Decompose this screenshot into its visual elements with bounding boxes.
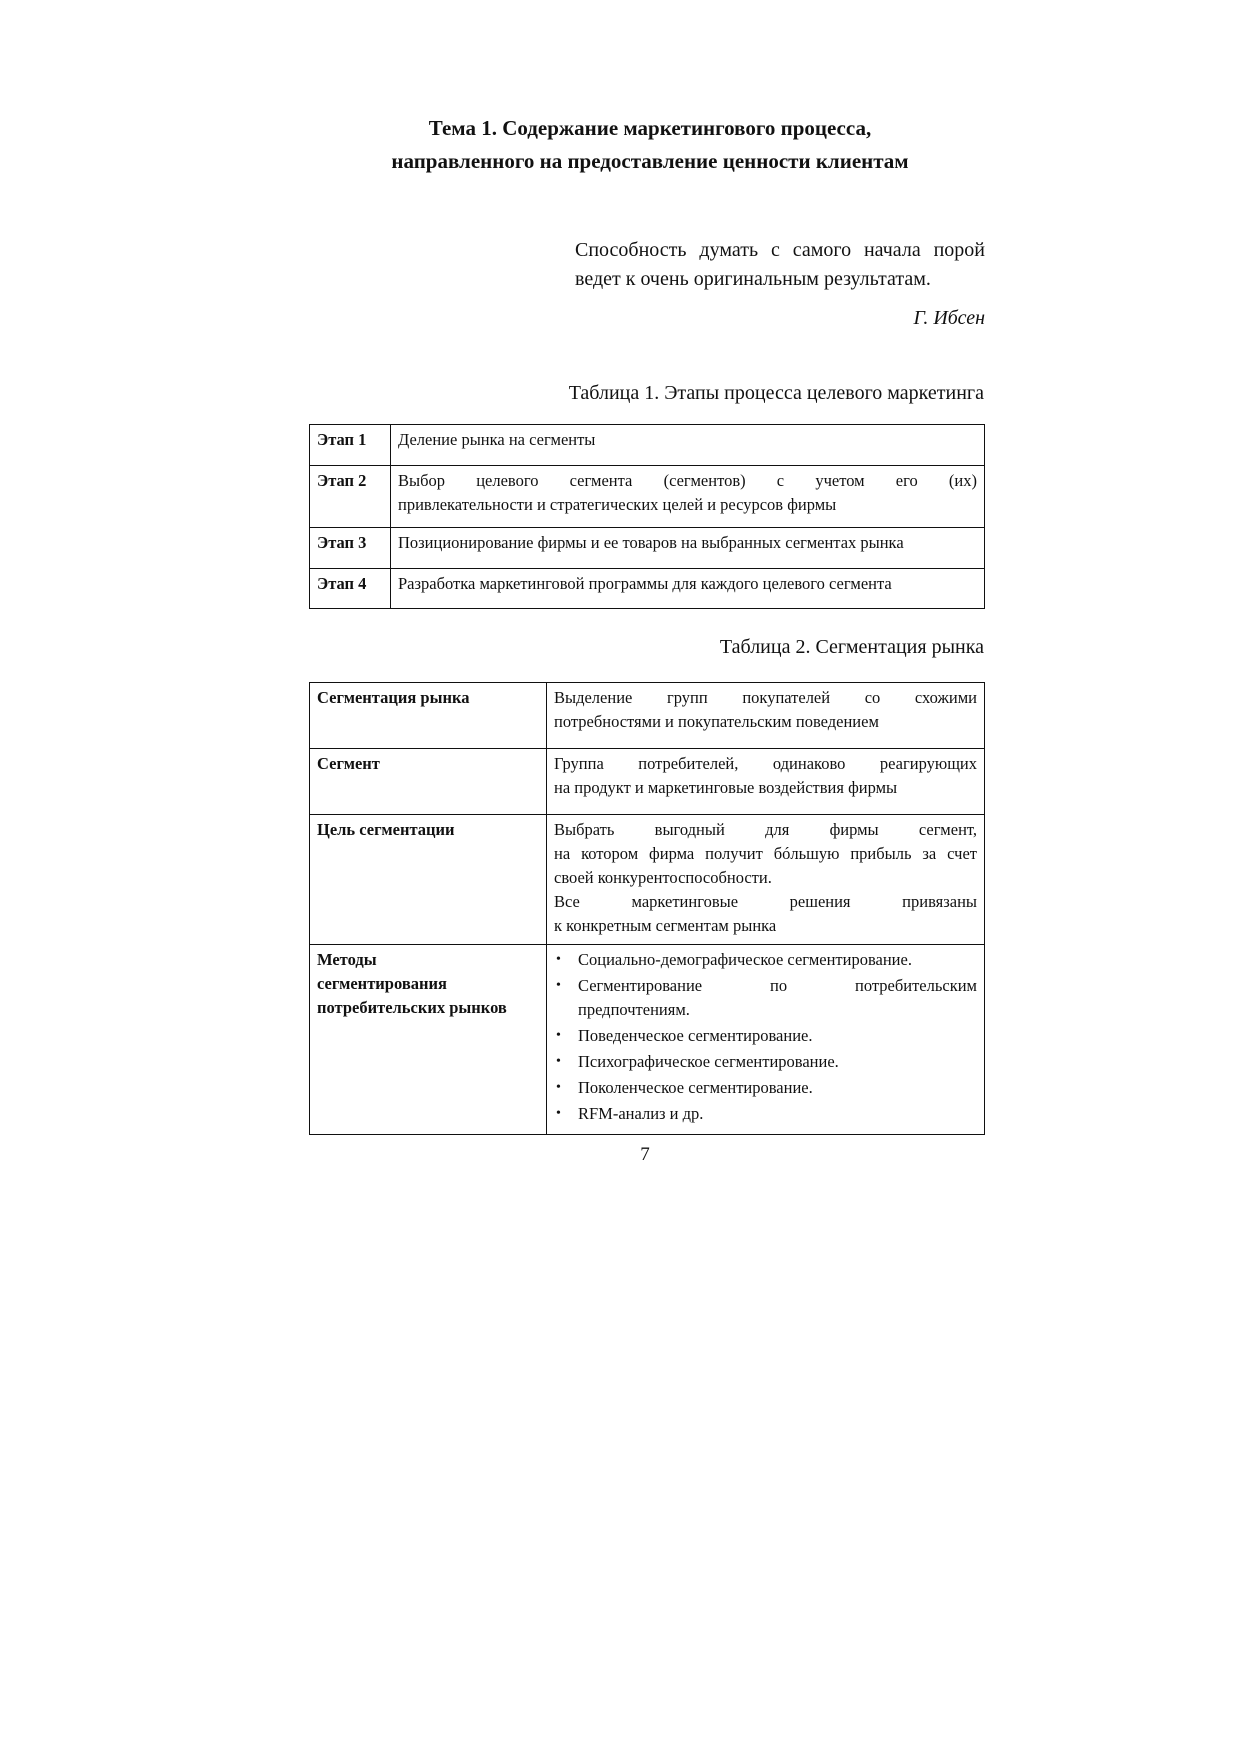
table-row xyxy=(310,749,985,815)
definition-line: на котором фирма получит бóльшую прибыль за счет xyxy=(554,844,977,863)
stage-description-line-2: привлекательности и стратегических целей и ресурсов фирмы xyxy=(398,495,837,514)
definition-line: своей конкурентоспособности. xyxy=(554,868,772,887)
table-row xyxy=(310,466,985,528)
method-text: предпочтениям. xyxy=(578,1000,690,1019)
stage-label: Этап 3 xyxy=(310,528,391,569)
bullet-icon: • xyxy=(556,1054,561,1069)
list-item xyxy=(554,1076,977,1100)
table-row xyxy=(310,569,985,609)
term-cell: Сегмент xyxy=(310,749,547,815)
definition-cell xyxy=(547,815,985,945)
stage-description-line-1: Выбор целевого сегмента (сегментов) с учетом его (их) xyxy=(398,471,977,490)
term-cell: Цель сегментации xyxy=(310,815,547,945)
term-line: сегментирования xyxy=(317,974,447,993)
epigraph-author: Г. Ибсен xyxy=(913,307,985,329)
definition-line: Все маркетинговые решения привязаны xyxy=(554,892,977,911)
bullet-icon: • xyxy=(556,1080,561,1095)
list-item xyxy=(554,1024,977,1048)
epigraph-line-2: ведет к очень оригинальным результатам. xyxy=(575,268,931,290)
table-row xyxy=(310,815,985,945)
stage-description xyxy=(391,466,985,528)
term-line: потребительских рынков xyxy=(317,998,507,1017)
method-text: Сегментирование по потребительским xyxy=(578,976,977,995)
definition-line: Группа потребителей, одинаково реагирующих xyxy=(554,754,977,773)
method-text: RFM-анализ и др. xyxy=(578,1104,704,1123)
term-cell: Сегментация рынка xyxy=(310,683,547,749)
definition-line: на продукт и маркетинговые воздействия фирмы xyxy=(554,778,898,797)
title-line-2: направленного на предоставление ценности клиентам xyxy=(391,149,909,173)
stage-description: Разработка маркетинговой программы для каждого целевого сегмента xyxy=(391,569,985,609)
bullet-icon: • xyxy=(556,1106,561,1121)
stage-label: Этап 4 xyxy=(310,569,391,609)
table1-caption: Таблица 1. Этапы процесса целевого маркетинга xyxy=(568,382,984,404)
definition-line: Выделение групп покупателей со схожими xyxy=(554,688,977,707)
term-line: Методы xyxy=(317,950,377,969)
stage-label: Этап 2 xyxy=(310,466,391,528)
stage-description: Деление рынка на сегменты xyxy=(391,425,985,466)
method-text: Поведенческое сегментирование. xyxy=(578,1026,813,1045)
list-item xyxy=(554,974,977,998)
table-row xyxy=(310,528,985,569)
bullet-icon: • xyxy=(556,978,561,993)
definition-line: к конкретным сегментам рынка xyxy=(554,916,777,935)
method-text: Психографическое сегментирование. xyxy=(578,1052,839,1071)
list-item xyxy=(554,1050,977,1074)
term-cell xyxy=(310,945,547,1135)
table-row xyxy=(310,683,985,749)
stage-description: Позиционирование фирмы и ее товаров на выбранных сегментах рынка xyxy=(391,528,985,569)
epigraph xyxy=(575,236,985,294)
method-text: Поколенческое сегментирование. xyxy=(578,1078,813,1097)
definition-cell xyxy=(547,945,985,1135)
table-row xyxy=(310,945,985,1135)
methods-list xyxy=(554,948,977,1126)
list-item xyxy=(554,948,977,972)
table2-caption: Таблица 2. Сегментация рынка xyxy=(719,636,984,658)
stages-table xyxy=(309,424,985,609)
stage-label: Этап 1 xyxy=(310,425,391,466)
definition-line: Выбрать выгодный для фирмы сегмент, xyxy=(554,820,977,839)
bullet-icon: • xyxy=(556,1028,561,1043)
list-item xyxy=(554,1102,977,1126)
list-item xyxy=(554,998,977,1022)
definition-cell xyxy=(547,683,985,749)
definition-line: потребностями и покупательским поведением xyxy=(554,712,879,731)
method-text: Социально-демографическое сегментирование. xyxy=(578,950,912,969)
page-number: 7 xyxy=(640,1144,650,1165)
bullet-icon: • xyxy=(556,952,561,967)
definition-cell xyxy=(547,749,985,815)
title-line-1: Тема 1. Содержание маркетингового процесса, xyxy=(428,116,872,140)
segmentation-table xyxy=(309,682,985,1135)
table-row xyxy=(310,425,985,466)
page-title xyxy=(310,112,990,178)
epigraph-line-1: Способность думать с самого начала порой xyxy=(575,239,985,261)
